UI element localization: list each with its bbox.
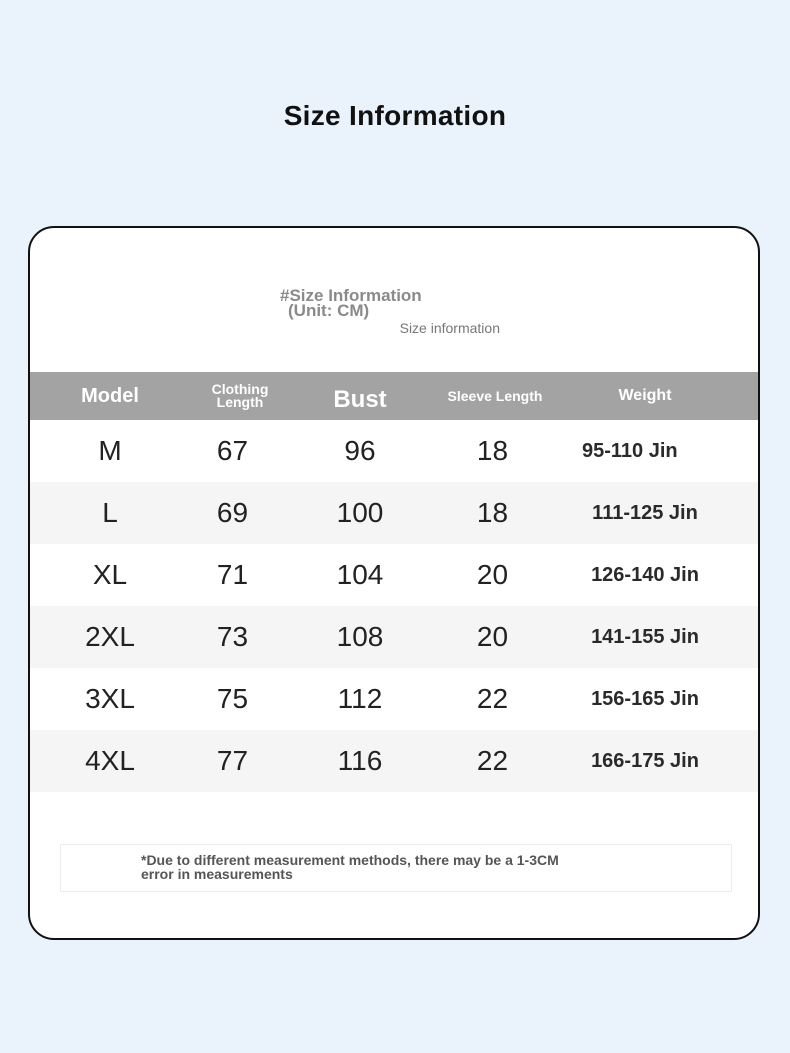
header-clothing-length: Clothing Length	[211, 381, 269, 410]
cell-model: XL	[92, 559, 128, 590]
cell-bust: 96	[344, 435, 376, 466]
header-weight: Weight	[618, 387, 672, 404]
cell-bust: 100	[336, 497, 384, 528]
cell-bust: 112	[337, 683, 383, 714]
card-subtitle: Size information	[399, 320, 500, 336]
cell-bust: 116	[337, 745, 383, 776]
cell-weight: 126-140 Jin	[591, 563, 699, 586]
size-card	[28, 226, 760, 940]
size-table	[30, 372, 760, 792]
table-row	[30, 606, 760, 668]
note-box	[60, 844, 732, 892]
cell-clothing-length: 71	[216, 559, 249, 590]
cell-clothing-length: 69	[216, 497, 249, 528]
cell-clothing-length: 77	[216, 745, 249, 776]
page-title: Size Information	[283, 100, 507, 131]
cell-weight: 166-175 Jin	[591, 749, 699, 772]
cell-sleeve-length: 18	[476, 497, 509, 528]
cell-bust: 108	[336, 621, 384, 652]
cell-sleeve-length: 18	[476, 435, 509, 466]
cell-model: 2XL	[85, 621, 135, 652]
table-row	[30, 482, 760, 544]
cell-sleeve-length: 20	[476, 621, 509, 652]
table-row	[30, 730, 760, 792]
cell-bust: 104	[336, 559, 384, 590]
cell-model: 4XL	[85, 745, 135, 776]
cell-weight: 95-110 Jin	[582, 440, 678, 462]
cell-weight: 156-165 Jin	[591, 687, 699, 710]
table-header	[30, 372, 760, 420]
cell-model: L	[102, 497, 118, 528]
header-bust: Bust	[333, 386, 387, 413]
cell-model: M	[98, 435, 122, 466]
card-unit: (Unit: CM)	[288, 301, 370, 320]
cell-weight: 111-125 Jin	[592, 501, 698, 524]
cell-clothing-length: 67	[216, 435, 249, 466]
card-title: #Size Information	[280, 286, 422, 305]
table-row	[30, 544, 760, 606]
cell-weight: 141-155 Jin	[591, 625, 699, 648]
cell-clothing-length: 75	[216, 683, 249, 714]
card-header	[280, 288, 510, 336]
cell-sleeve-length: 20	[476, 559, 509, 590]
table-row	[30, 668, 760, 730]
header-sleeve-length: Sleeve Length	[447, 388, 543, 404]
cell-model: 3XL	[85, 683, 135, 714]
cell-sleeve-length: 22	[476, 683, 509, 714]
table-row	[30, 420, 760, 482]
cell-sleeve-length: 22	[476, 745, 509, 776]
cell-clothing-length: 73	[216, 621, 249, 652]
header-model: Model	[81, 384, 139, 407]
measurement-note: *Due to different measurement methods, there may be a 1-3CM error in measurements	[141, 852, 559, 882]
